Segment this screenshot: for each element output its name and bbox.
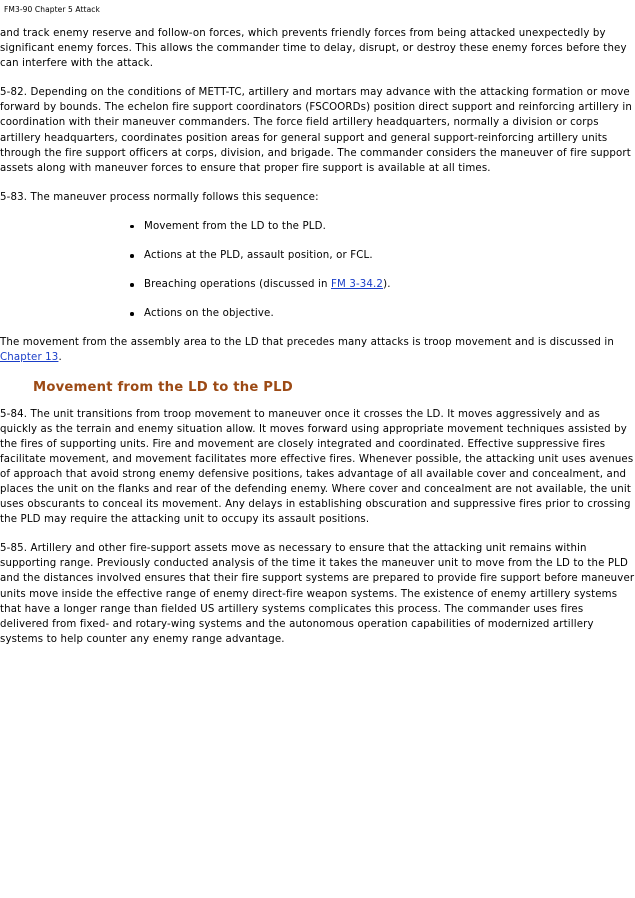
paragraph-text-tail: . <box>58 352 62 364</box>
list-item-text-tail: ). <box>383 279 391 291</box>
list-item-text: Breaching operations (discussed in <box>144 279 331 291</box>
link-fm-3-34-2[interactable]: FM 3-34.2 <box>330 279 384 291</box>
paragraph-5-85: 5-85. Artillery and other fire-support assets move as necessary to ensure that the attacking unit remains within supporting range. Previously conducted analysis of the time it takes the maneuver unit to move from the LD to the PLD and the distances involved ensures that their fire support systems are prepared to provide fire support before maneuver units move inside the effective range of enemy direct-fire weapon systems. The existence of enemy artillery systems that have a longer range than fielded US artillery systems complicates this process. The commander uses fires delivered from fixed- and rotary-wing systems and the autonomous operation capabilities of modernized artillery systems to help counter any enemy range advantage. <box>0 543 635 645</box>
section-heading: Movement from the LD to the PLD <box>33 379 293 395</box>
maneuver-sequence-list <box>0 219 635 321</box>
paragraph-5-83: 5-83. The maneuver process normally follows this sequence: <box>0 191 319 203</box>
list-item: Actions on the objective. <box>144 306 597 321</box>
paragraph-troop-movement <box>0 335 635 365</box>
list-item: Movement from the LD to the PLD. <box>144 219 597 234</box>
page-header: FM3-90 Chapter 5 Attack <box>4 5 100 14</box>
paragraph-5-84: 5-84. The unit transitions from troop movement to maneuver once it crosses the LD. It moves aggressively and as quickly as the terrain and enemy situation allow. It moves forward using appropriate movement techniques assisted by the fires of supporting units. Fire and movement are closely integrated and coordinated. Effective suppressive fires facilitate movement, and movement facilitates more effective fires. Whenever possible, the attacking unit uses avenues of approach that avoid strong enemy defensive positions, takes advantage of all available cover and concealment, and places the unit on the flanks and rear of the defending enemy. Where cover and concealment are not available, the unit uses obscurants to conceal its movement. Any delays in establishing obscuration and suppressive fires prior to crossing the PLD may require the attacking unit to occupy its assault positions. <box>0 408 634 526</box>
paragraph-continuation: and track enemy reserve and follow-on forces, which prevents friendly forces from being attacked unexpectedly by significant enemy forces. This allows the commander time to delay, disrupt, or destroy these enemy forces before they can interfere with the attack. <box>0 28 627 70</box>
paragraph-5-82: 5-82. Depending on the conditions of METT-TC, artillery and mortars may advance with the attacking formation or move forward by bounds. The echelon fire support coordinators (FSCOORDs) position direct support and reinforcing artillery in coordination with their maneuver commanders. The force field artillery headquarters, normally a division or corps artillery headquarters, coordinates position areas for general support and general support-reinforcing artillery units through the fire support officers at corps, division, and brigade. The commander considers the maneuver of fire support assets along with maneuver forces to ensure that proper fire support is available at all times. <box>0 87 632 174</box>
list-item <box>144 277 597 292</box>
link-chapter-13[interactable]: Chapter 13 <box>0 352 59 364</box>
list-item: Actions at the PLD, assault position, or FCL. <box>144 248 597 263</box>
paragraph-text: The movement from the assembly area to the LD that precedes many attacks is troop movement and is discussed in <box>0 337 615 349</box>
document-body <box>0 26 635 661</box>
